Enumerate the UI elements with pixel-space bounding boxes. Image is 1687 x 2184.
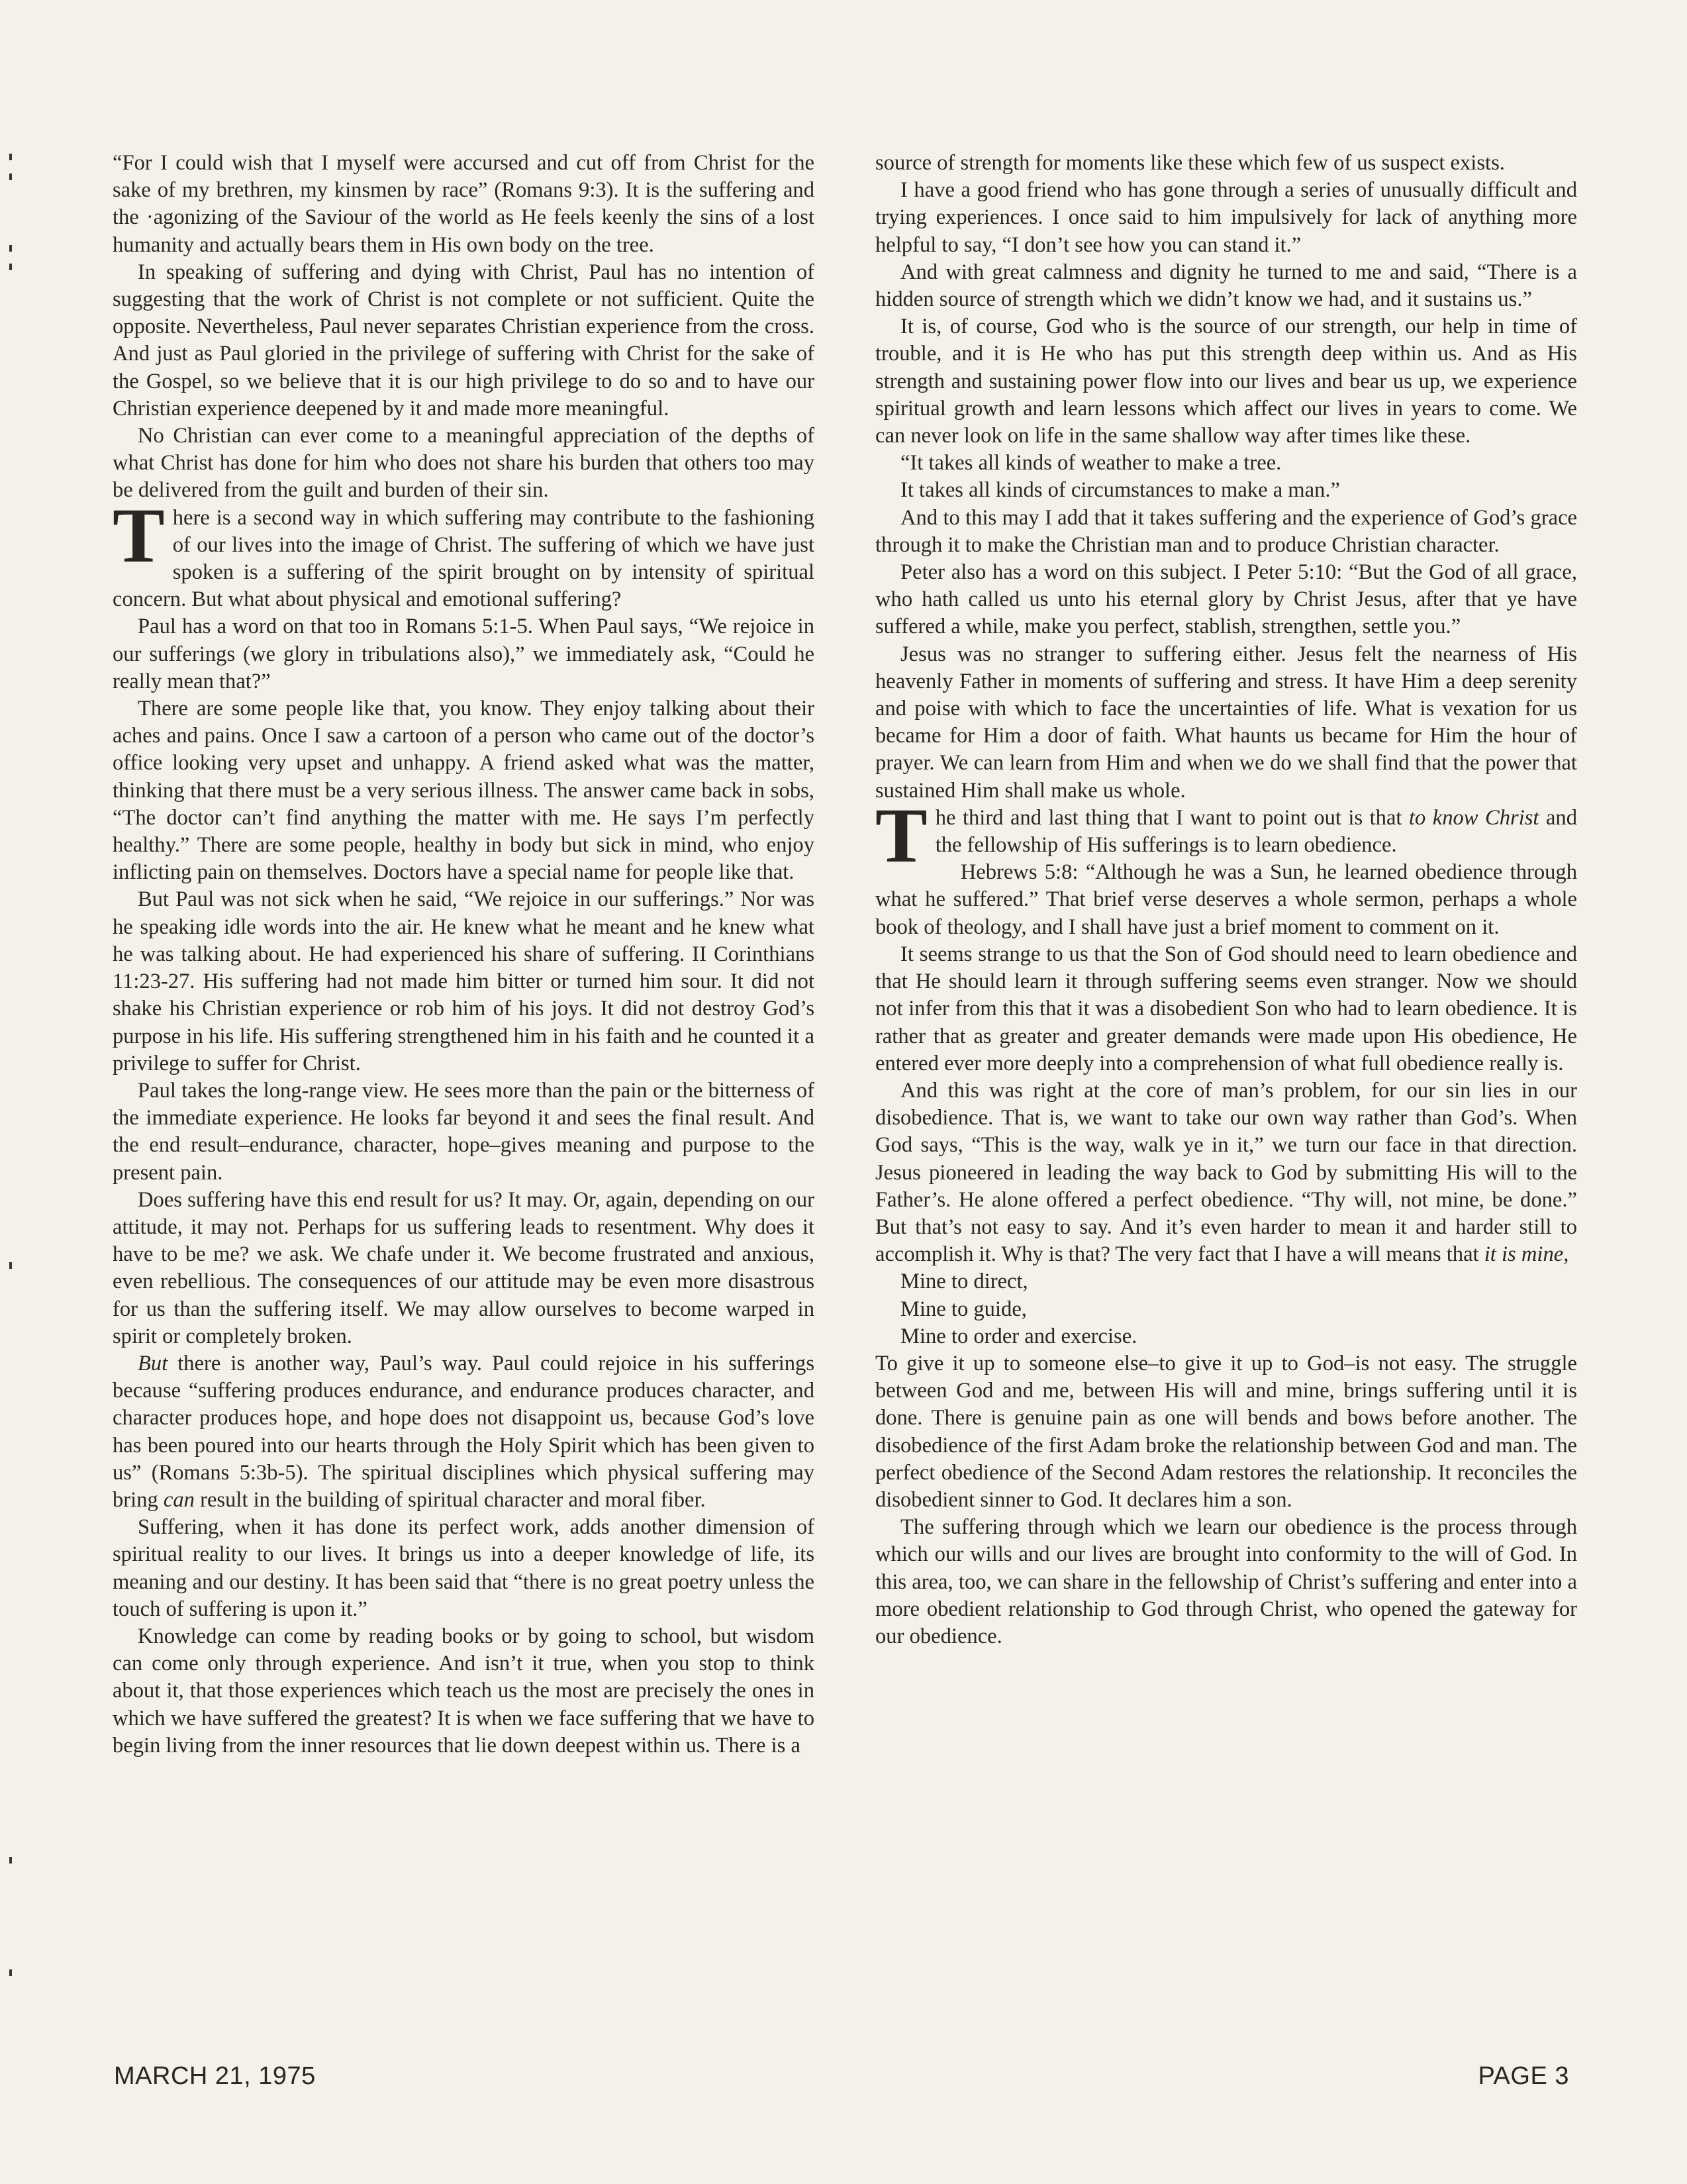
margin-speck [9, 174, 12, 180]
paragraph-text: And this was right at the core of man’s problem, for our sin lies in our disobedience. That is, we want to take our own way rather than God’s. When God says, “This is the way, walk ye in it,” we turn our face in that direction. Jesus pioneered in leading the way back to God by submitting His will to the Father’s. He alone offered a perfect obedience. “Thy will, not mine, be done.” But that’s not easy to say. And it’s even harder to mean it and harder still to accomplish it. Why is that? The very fact that I have a will means that [875, 1078, 1577, 1267]
margin-speck [9, 264, 12, 270]
paragraph: Hebrews 5:8: “Although he was a Sun, he learned obedience through what he suffered.” That brief verse deserves a whole sermon, perhaps a whole book of theology, and I shall have just a brief moment to comment on it. [875, 860, 1577, 939]
emphasis: can [163, 1487, 195, 1512]
paragraph: Jesus was no stranger to suffering either. Jesus felt the nearness of His heavenly Father in moments of suffering and stress. It have Him a deep serenity and poise with which to face the uncertainties of life. What is vexation for us became for Him a door of faith. What haunts us became for Him the hour of prayer. We can learn from Him and when we do we shall find that the power that sustained Him shall make us whole. [875, 642, 1577, 803]
paragraph: source of strength for moments like these which few of us suspect exists. [875, 151, 1505, 175]
paragraph-text: result in the building of spiritual character and moral fiber. [194, 1487, 706, 1512]
margin-speck [9, 245, 12, 252]
poem-line: It takes all kinds of circumstances to make a man.” [900, 478, 1341, 503]
paragraph-text: and the fellowship of His sufferings is to learn obedience. [935, 805, 1578, 858]
list-line: Mine to guide, [900, 1297, 1027, 1321]
paragraph [875, 1077, 1577, 1268]
dropcap-paragraph [875, 791, 1578, 879]
list-line: Mine to direct, [900, 1269, 1028, 1294]
issue-date: MARCH 21, 1975 [114, 2062, 316, 2090]
paragraph-text: here is a second way in which suffering may contribute to the fashioning of our lives into the image of Christ. The suffering of which we have just spoken is a suffering of the spirit brought on by intensity of spiritual concern. But what about physical and emotional suffering? [113, 505, 814, 612]
paragraph: To give it up to someone else–to give it up to God–is not easy. The struggle between God and me, between His will and mine, brings suffering until it is done. There is genuine pain as one will bends and bows before another. The disobedience of the first Adam broke the relationship between God and man. The perfect obedience of the Second Adam restores the relationship. It reconciles the disobedient sinner to God. It declares him a son. [875, 1351, 1577, 1512]
emphasis: But [138, 1351, 168, 1375]
margin-speck [9, 1857, 12, 1863]
paragraph: The suffering through which we learn our obedience is the process through which our wills and our lives are brought into conformity to the will of God. In this area, too, we can share in the fellowship of Christ’s suffering and enter into a more obedient relationship to God through Christ, who opened the gateway for our obedience. [875, 1515, 1577, 1648]
page-number: PAGE 3 [1478, 2062, 1569, 2090]
paragraph: There are some people like that, you know. They enjoy talking about their aches and pains. Once I saw a cartoon of a person who came out of the doctor’s office looking very upset and unhappy. A friend asked what was the matter, thinking that there must be a very serious illness. The answer came back in sobs, “The doctor can’t find anything the matter with me. He says I’m perfectly healthy.” There are some people, healthy in body but sick in mind, who enjoy inflicting pain on themselves. Doctors have a special name for people like that. [113, 697, 814, 885]
paragraph: Peter also has a word on this subject. I Peter 5:10: “But the God of all grace, who hath called us unto his eternal glory by Christ Jesus, after that ye have suffered a while, make you perfect, stablish, strengthen, settle you.” [875, 560, 1577, 639]
paragraph [113, 1350, 814, 1514]
paragraph: No Christian can ever come to a meaningful appreciation of the depths of what Christ has done for him who does not share his burden that others too may be delivered from the guilt and burden of their sin. [113, 424, 814, 503]
paragraph-text: he third and last thing that I want to point out is that [935, 805, 1409, 830]
paragraph: In speaking of suffering and dying with Christ, Paul has no intention of suggesting that the work of Christ is not complete or not sufficient. Quite the opposite. Nevertheless, Paul never separates Christian experience from the cross. And just as Paul gloried in the privilege of suffering with Christ for the sake of the Gospel, so we believe that it is our high privilege to do so and to have our Christian experience deepened by it and made more meaningful. [113, 260, 814, 421]
margin-speck [9, 154, 12, 160]
drop-cap: T [113, 491, 165, 579]
paragraph: It is, of course, God who is the source of our strength, our help in time of trouble, and it is He who has put this strength deep within us. And as His strength and sustaining power flow into our lives and bear us up, we experience spiritual growth and learn lessons which affect our lives in years to come. We can never look on life in the same shallow way after times like these. [875, 315, 1577, 448]
paragraph: But Paul was not sick when he said, “We rejoice in our sufferings.” Nor was he speaking idle words into the air. He knew what he meant and he knew what he was talking about. He had experienced his share of suffering. II Corinthians 11:23-27. His suffering had not made him bitter or turned him sour. It did not shake his Christian experience or rob him of his joys. It did not destroy God’s purpose in his life. His suffering strengthened him in his faith and he counted it a privilege to suffer for Christ. [113, 887, 814, 1075]
list-line: Mine to order and exercise. [900, 1324, 1137, 1348]
margin-speck [9, 1969, 12, 1976]
emphasis: it is mine, [1484, 1242, 1569, 1267]
left-column [113, 150, 814, 1760]
emphasis: to know Christ [1408, 805, 1539, 830]
paragraph: It seems strange to us that the Son of God should need to learn obedience and that He should learn it through suffering seems even stranger. Now we should not infer from this that it was a disobedient Son who had to learn obedience. It is rather that as greater and greater demands were made upon His obedience, He entered ever more deeply into a comprehension of what full obedience really is. [875, 942, 1577, 1075]
paragraph: Paul takes the long-range view. He sees more than the pain or the bitterness of the immediate experience. He looks far beyond it and sees the final result. And the end result–endurance, character, hope–gives meaning and purpose to the present pain. [113, 1078, 814, 1185]
margin-speck [9, 1262, 12, 1269]
right-column [875, 150, 1577, 1650]
poem-line: “It takes all kinds of weather to make a tree. [900, 451, 1282, 475]
paragraph-text: there is another way, Paul’s way. Paul could rejoice in his sufferings because “suffering produces endurance, and endurance produces character, and character produces hope, and hope does not disappoint us, because God’s love has been poured into our hearts through the Holy Spirit which has been given to us” (Romans 5:3b-5). The spiritual disciplines which physical suffering may bring [113, 1351, 814, 1512]
paragraph: Paul has a word on that too in Romans 5:1-5. When Paul says, “We rejoice in our sufferings (we glory in tribulations also),” we immediately ask, “Could he really mean that?” [113, 615, 814, 693]
paragraph: I have a good friend who has gone through a series of unusually difficult and trying experiences. I once said to him impulsively for lack of anything more helpful to say, “I don’t see how you can stand it.” [875, 178, 1577, 257]
drop-cap: T [875, 791, 928, 879]
paragraph: And with great calmness and dignity he turned to me and said, “There is a hidden source of strength which we didn’t know we had, and it sustains us.” [875, 260, 1577, 312]
paragraph: Does suffering have this end result for us? It may. Or, again, depending on our attitude, it may not. Perhaps for us suffering leads to resentment. Why does it have to be me? we ask. We chafe under it. We become frustrated and anxious, even rebellious. The consequences of our attitude may be even more disastrous for us than the suffering itself. We may allow ourselves to become warped in spirit or completely broken. [113, 1187, 814, 1348]
paragraph: And to this may I add that it takes suffering and the experience of God’s grace through it to make the Christian man and to produce Christian character. [875, 505, 1577, 557]
paragraph: Knowledge can come by reading books or by going to school, but wisdom can come only through experience. And isn’t it true, when you stop to think about it, that those experiences which teach us the most are precisely the ones in which we have suffered the greatest? It is when we face suffering that we have to begin living from the inner resources that lie down deepest within us. There is a [113, 1624, 814, 1758]
dropcap-paragraph [113, 491, 814, 614]
paragraph: Suffering, when it has done its perfect work, adds another dimension of spiritual reality to our lives. It brings us into a deeper knowledge of life, its meaning and our destiny. It has been said that “there is no great poetry unless the touch of suffering is upon it.” [113, 1515, 814, 1621]
paragraph: “For I could wish that I myself were accursed and cut off from Christ for the sake of my brethren, my kinsmen by race” (Romans 9:3). It is the suffering and the ·agonizing of the Saviour of the world as He feels keenly the sins of a lost humanity and actually bears them in His own body on the tree. [113, 151, 814, 257]
